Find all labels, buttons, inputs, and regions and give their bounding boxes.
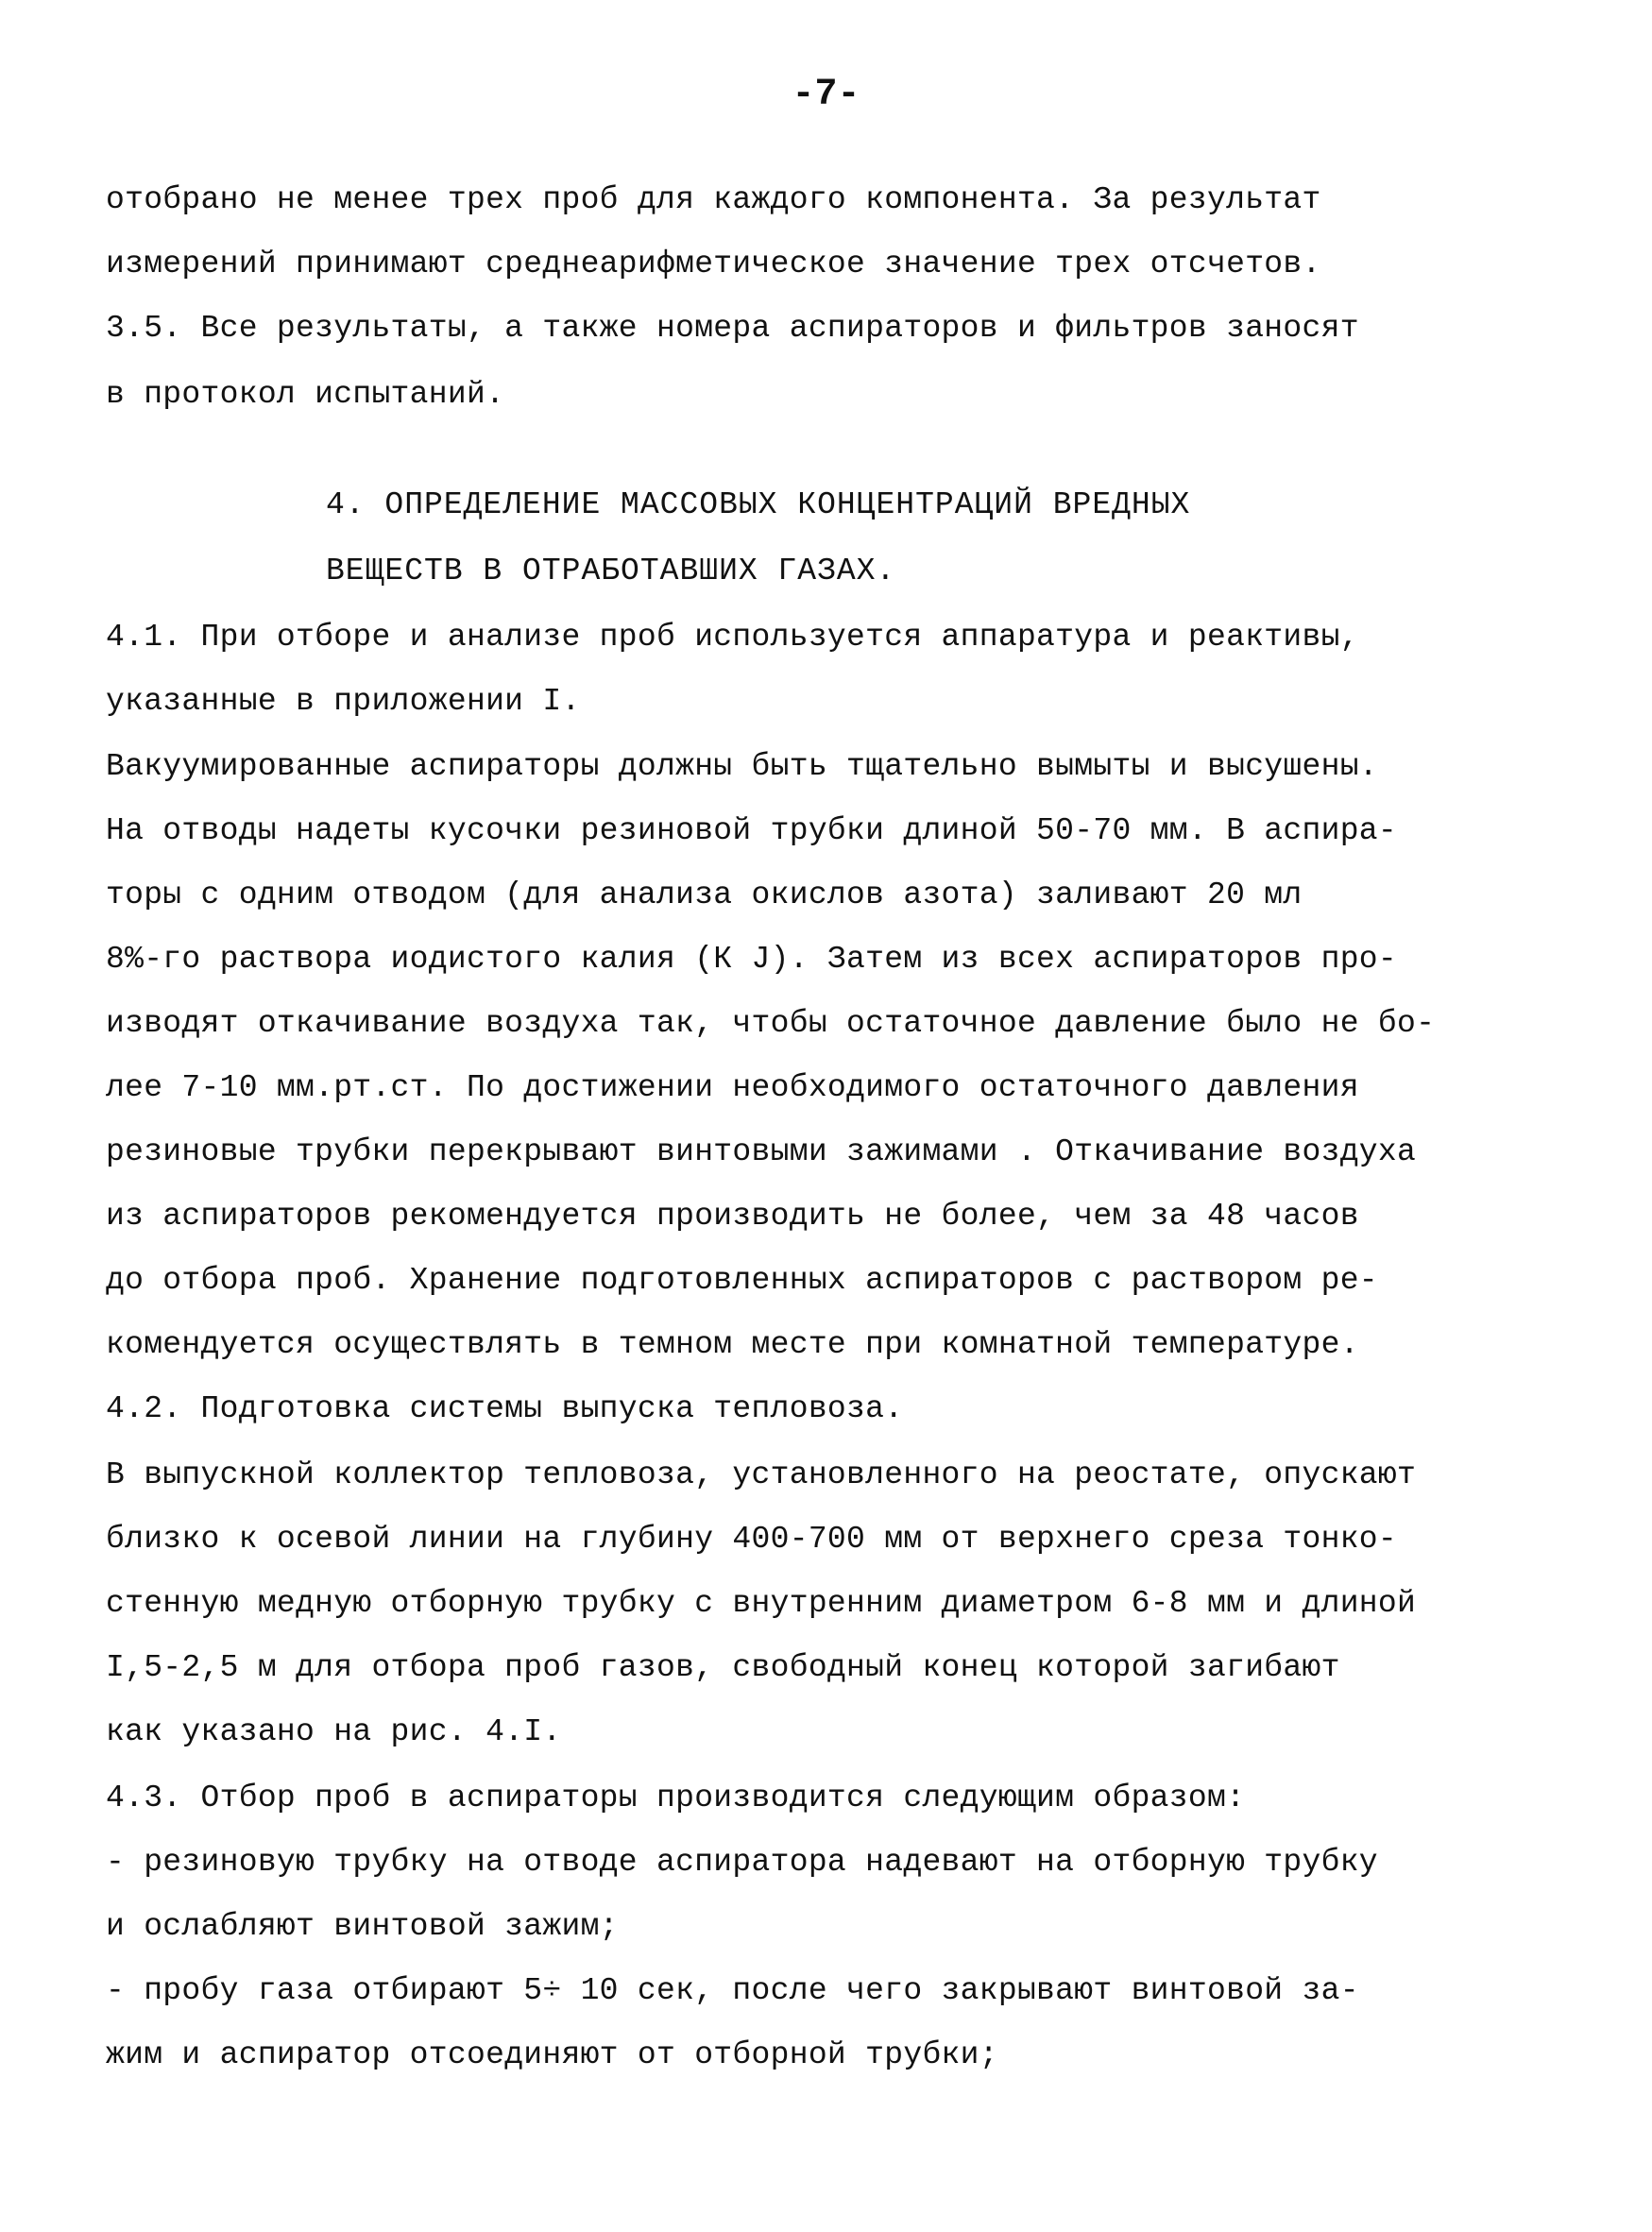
text-line: отобрано не менее трех проб для каждого компонента. За результат bbox=[106, 182, 1321, 217]
text-line: торы с одним отводом (для анализа окислов азота) заливают 20 мл bbox=[106, 877, 1303, 912]
text-line: 4.2. Подготовка системы выпуска тепловоза. bbox=[106, 1391, 904, 1426]
text-line: изводят откачивание воздуха так, чтобы остаточное давление было не бо- bbox=[106, 1006, 1436, 1041]
text-line: - пробу газа отбирают 5÷ 10 сек, после чего закрывают винтовой за- bbox=[106, 1973, 1359, 2008]
text-line: 8%-го раствора иодистого калия (К J). Затем из всех аспираторов про- bbox=[106, 942, 1398, 977]
text-line: близко к осевой линии на глубину 400-700 мм от верхнего среза тонко- bbox=[106, 1522, 1398, 1557]
section-heading-line-2: ВЕЩЕСТВ В ОТРАБОТАВШИХ ГАЗАХ. bbox=[326, 554, 896, 588]
text-line: и ослабляют винтовой зажим; bbox=[106, 1909, 619, 1944]
text-line: - резиновую трубку на отводе аспиратора надевают на отборную трубку bbox=[106, 1845, 1378, 1880]
text-line: I,5-2,5 м для отбора проб газов, свободный конец которой загибают bbox=[106, 1650, 1340, 1685]
text-line: как указано на рис. 4.I. bbox=[106, 1714, 562, 1749]
text-line: Вакуумированные аспираторы должны быть тщательно вымыты и высушены. bbox=[106, 749, 1378, 784]
text-line: резиновые трубки перекрывают винтовыми зажимами . Откачивание воздуха bbox=[106, 1134, 1417, 1169]
text-line: 4.3. Отбор проб в аспираторы производится следующим образом: bbox=[106, 1780, 1246, 1815]
text-line: В выпускной коллектор тепловоза, установленного на реостате, опускают bbox=[106, 1457, 1417, 1492]
text-line: из аспираторов рекомендуется производить не более, чем за 48 часов bbox=[106, 1199, 1359, 1234]
page-number: -7- bbox=[792, 74, 860, 116]
text-line: жим и аспиратор отсоединяют от отборной трубки; bbox=[106, 2037, 998, 2072]
text-line: в протокол испытаний. bbox=[106, 377, 505, 412]
text-line: 3.5. Все результаты, а также номера аспираторов и фильтров заносят bbox=[106, 311, 1359, 346]
text-line: На отводы надеты кусочки резиновой трубки длиной 50-70 мм. В аспира- bbox=[106, 813, 1398, 848]
text-line: комендуется осуществлять в темном месте при комнатной температуре. bbox=[106, 1327, 1359, 1362]
text-line: стенную медную отборную трубку с внутренним диаметром 6-8 мм и длиной bbox=[106, 1586, 1417, 1621]
text-line: до отбора проб. Хранение подготовленных аспираторов с раствором ре- bbox=[106, 1263, 1378, 1298]
section-heading-line-1: 4. ОПРЕДЕЛЕНИЕ МАССОВЫХ КОНЦЕНТРАЦИЙ ВРЕДНЫХ bbox=[326, 487, 1191, 522]
text-line: указанные в приложении I. bbox=[106, 684, 581, 719]
text-line: 4.1. При отборе и анализе проб используется аппаратура и реактивы, bbox=[106, 620, 1359, 655]
text-line: лее 7-10 мм.рт.ст. По достижении необходимого остаточного давления bbox=[106, 1070, 1359, 1105]
text-line: измерений принимают среднеарифметическое значение трех отсчетов. bbox=[106, 247, 1321, 281]
